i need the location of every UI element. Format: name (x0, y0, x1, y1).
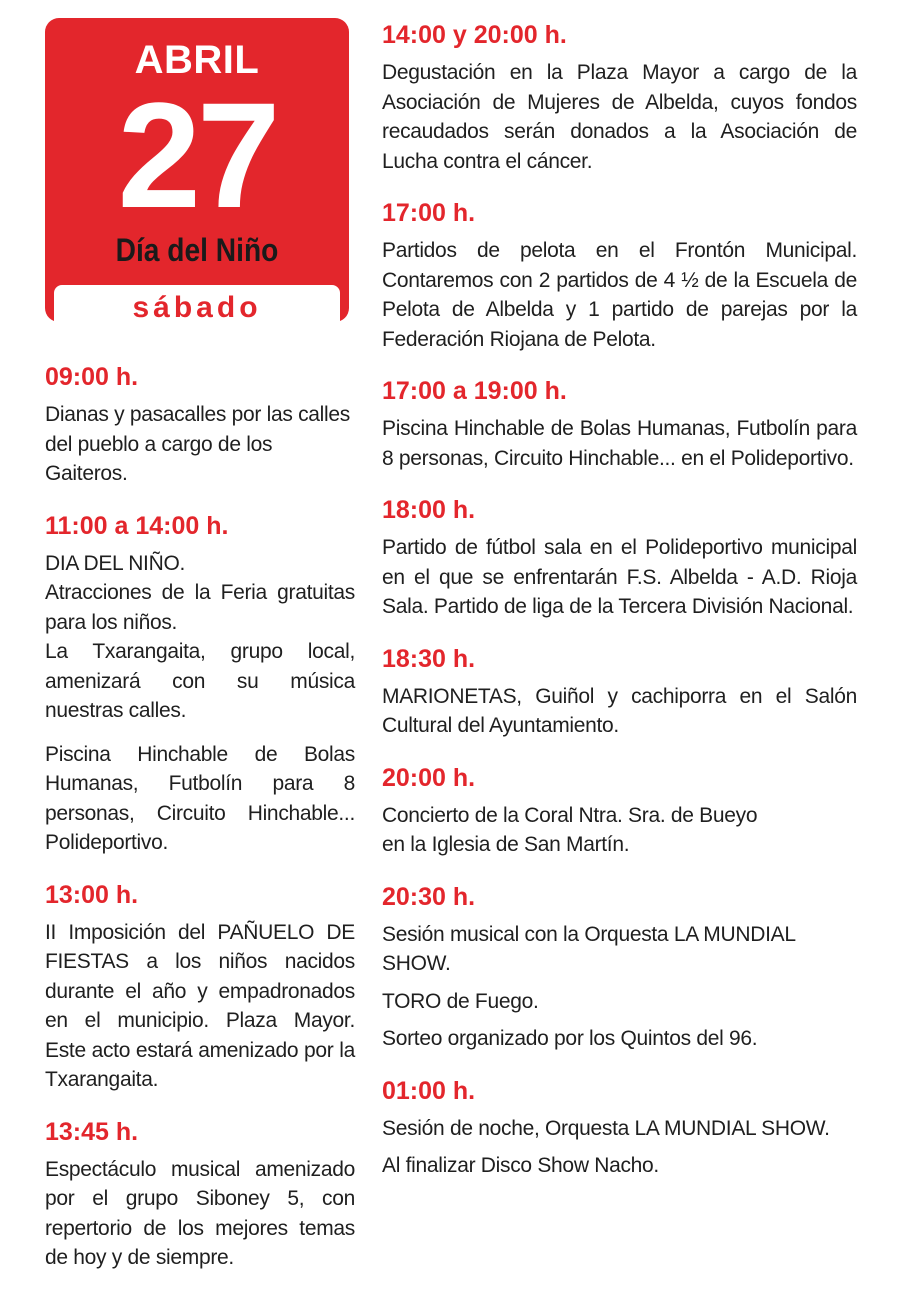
event-description (45, 918, 355, 1095)
event-text: Atracciones de la Feria gratuitas para los niños. (45, 581, 355, 634)
event-description (382, 414, 857, 473)
event-description (45, 400, 355, 489)
weekday-label: sábado (132, 291, 262, 324)
event-description (382, 682, 857, 741)
event-text: II Imposición del PAÑUELO DE FIESTAS a los niños nacidos durante el año y empadronados en el municipio. Plaza Mayor. Este acto estará amenizado por la Txarangaita. (45, 920, 355, 1091)
event-description (382, 533, 857, 622)
event-description (382, 58, 857, 176)
event-text: Dianas y pasacalles por las calles del pueblo a cargo de los Gaiteros. (45, 403, 350, 485)
event-item (45, 360, 355, 489)
event-text: Piscina Hinchable de Bolas Humanas, Futbolín para 8 personas, Circuito Hinchable... Polideportivo. (45, 742, 355, 854)
event-item (45, 878, 355, 1095)
event-time: 13:00 h. (45, 880, 139, 909)
event-description (45, 549, 355, 858)
event-time: 20:30 h. (382, 882, 476, 911)
event-text: Piscina Hinchable de Bolas Humanas, Futbolín para 8 personas, Circuito Hinchable... en el Polideportivo. (382, 417, 857, 470)
date-card (45, 18, 349, 322)
event-item (382, 642, 857, 741)
event-text: Al finalizar Disco Show Nacho. (382, 1154, 659, 1177)
event-time: 17:00 a 19:00 h. (382, 377, 567, 405)
event-item (382, 880, 857, 1054)
event-text: TORO de Fuego. (382, 989, 539, 1013)
event-text: La Txarangaita, grupo local, amenizará con su música nuestras calles. (45, 640, 355, 722)
event-item (382, 196, 857, 354)
event-time: 01:00 h. (382, 1076, 476, 1105)
event-text: MARIONETAS, Guiñol y cachiporra en el Salón Cultural del Ayuntamiento. (382, 684, 857, 737)
event-item (382, 761, 857, 860)
right-column (382, 18, 857, 1201)
event-item (382, 18, 857, 176)
event-time: 13:45 h. (45, 1117, 139, 1146)
event-text: Espectáculo musical amenizado por el grupo Siboney 5, con repertorio de los mejores temas de hoy y de siempre. (45, 1157, 355, 1269)
event-time: 17:00 h. (382, 199, 476, 227)
event-text: Partidos de pelota en el Frontón Municipal. Contaremos con 2 partidos de 4 ½ de la Escuela de Pelota de Albelda y 1 partido de parejas por la Federación Riojana de Pelota. (382, 239, 857, 351)
weekday-badge (54, 285, 340, 331)
event-description (45, 1155, 355, 1273)
event-text: Degustación en la Plaza Mayor a cargo de la Asociación de Mujeres de Albelda, cuyos fondos recaudados serán donados a la Asociación de Lucha contra el cáncer. (382, 61, 857, 173)
event-text: Concierto de la Coral Ntra. Sra. de Bueyo (382, 803, 758, 827)
event-time: 11:00 a 14:00 h. (45, 511, 229, 540)
day-number: 27 (117, 71, 277, 239)
event-description (382, 801, 857, 860)
event-item (382, 493, 857, 622)
event-item (45, 509, 355, 858)
event-time: 18:00 h. (382, 496, 476, 524)
event-text: Sesión musical con la Orquesta LA MUNDIAL SHOW. (382, 922, 795, 975)
event-description (382, 1114, 857, 1181)
event-item (45, 1115, 355, 1273)
event-description (382, 236, 857, 354)
event-item (382, 1074, 857, 1181)
event-text: Partido de fútbol sala en el Polideportivo municipal en el que se enfrentarán F.S. Albelda - A.D. Rioja Sala. Partido de liga de la Tercera División Nacional. (382, 536, 857, 618)
event-item (382, 374, 857, 473)
event-description (382, 920, 857, 1054)
event-time: 14:00 y 20:00 h. (382, 21, 567, 49)
left-column (45, 360, 355, 1293)
event-text: en la Iglesia de San Martín. (382, 833, 630, 856)
event-text: Sorteo organizado por los Quintos del 96. (382, 1027, 758, 1050)
day-subtitle: Día del Niño (115, 232, 279, 268)
event-text: DIA DEL NIÑO. (45, 551, 186, 575)
event-text: Sesión de noche, Orquesta LA MUNDIAL SHOW. (382, 1116, 830, 1140)
event-time: 18:30 h. (382, 644, 476, 673)
event-time: 09:00 h. (45, 363, 139, 391)
month-label: ABRIL (134, 38, 260, 82)
event-time: 20:00 h. (382, 763, 476, 792)
